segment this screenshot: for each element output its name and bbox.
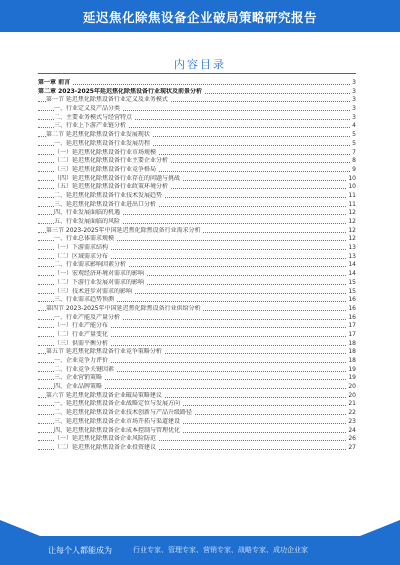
toc-entry[interactable] — [38, 140, 356, 149]
toc-entry[interactable] — [38, 192, 356, 201]
toc-entry-text: （三）供需平衡分析 — [54, 339, 109, 347]
toc-entry[interactable] — [38, 392, 356, 401]
toc-entry[interactable] — [38, 374, 356, 383]
toc-entry-text: 第四节 2023-2025年中国延迟焦化除焦设备行业供给分析 — [46, 304, 201, 312]
toc-entry-text: 一、延迟焦化除焦设备企业战略定位与发展方向 — [54, 400, 181, 408]
toc-entry-text: （二）延迟焦化除焦设备企业投资建议 — [54, 443, 157, 451]
toc-entry-text: 二、延迟焦化除焦设备企业技术创新与产品升级路径 — [54, 409, 193, 417]
toc-entry-text: （一）宏观经济环境对需求的影响 — [54, 270, 145, 278]
toc-entry-page: 10 — [348, 174, 356, 182]
toc-entry-page: 5 — [352, 131, 356, 139]
toc-entry-page: 24 — [348, 426, 356, 434]
toc-entry-page: 15 — [348, 287, 356, 295]
toc-entry[interactable] — [38, 288, 356, 297]
toc-entry[interactable] — [38, 427, 356, 436]
toc-entry-text: （一）下游需求结构 — [54, 244, 109, 252]
toc-entry-text: （二）延迟焦化除焦设备行业主要企业分析 — [54, 157, 169, 165]
toc-entry[interactable] — [38, 105, 356, 114]
table-of-contents — [38, 79, 356, 453]
toc-entry-text: 三、延迟焦化除焦设备企业市场开拓与渠道建设 — [54, 417, 181, 425]
toc-entry-text: 第二章 2023-2025年延迟焦化除焦设备行业现状及前景分析 — [38, 87, 202, 95]
toc-entry-text: （一）延迟焦化除焦设备企业风险防范 — [54, 435, 157, 443]
toc-entry-text: 三、延迟焦化除焦设备行业进出口分析 — [54, 200, 157, 208]
toc-entry[interactable] — [38, 435, 356, 444]
toc-entry[interactable] — [38, 157, 356, 166]
toc-entry-text: （一）延迟焦化除焦设备行业市场规模 — [54, 148, 157, 156]
toc-entry-page: 3 — [352, 96, 356, 104]
toc-entry[interactable] — [38, 79, 356, 88]
footer-corner-left — [0, 520, 40, 536]
toc-entry-text: 第一章 前言 — [38, 79, 71, 86]
toc-entry-page: 3 — [352, 87, 356, 95]
toc-entry-page: 16 — [348, 313, 356, 321]
toc-entry-page: 12 — [348, 218, 356, 225]
toc-entry[interactable] — [38, 261, 356, 270]
toc-entry-page: 21 — [348, 400, 356, 408]
toc-entry[interactable] — [38, 209, 356, 218]
toc-entry-page: 17 — [348, 330, 356, 338]
toc-entry-page: 16 — [348, 296, 356, 304]
toc-entry[interactable] — [38, 149, 356, 158]
toc-entry-page: 14 — [348, 270, 356, 278]
toc-entry-text: 一、企业竞争力评价 — [54, 357, 109, 364]
toc-entry-text: 二、延迟焦化除焦设备行业技术发展趋势 — [54, 191, 163, 199]
toc-entry[interactable] — [38, 253, 356, 262]
toc-entry-page: 3 — [352, 105, 356, 113]
toc-entry-text: （二）区域需求分布 — [54, 252, 109, 260]
toc-entry[interactable] — [38, 383, 356, 392]
toc-entry-page: 19 — [348, 374, 356, 382]
toc-entry-page: 22 — [348, 409, 356, 417]
toc-entry-page: 12 — [348, 209, 356, 217]
toc-entry-page: 8 — [352, 157, 356, 165]
toc-entry-text: 四、企业品牌策略 — [54, 383, 103, 391]
toc-entry-text: （四）延迟焦化除焦设备行业存在的问题与挑战 — [54, 174, 181, 182]
toc-entry-page: 10 — [348, 183, 356, 191]
toc-entry[interactable] — [38, 218, 356, 227]
toc-entry-page: 15 — [348, 278, 356, 286]
toc-entry-page: 14 — [348, 261, 356, 269]
toc-entry-text: （一）行业产能分布 — [54, 322, 109, 330]
toc-entry-text: 一、行业总体需求规模 — [54, 235, 115, 243]
toc-entry-page: 17 — [348, 322, 356, 330]
toc-entry[interactable] — [38, 400, 356, 409]
toc-entry-page: 18 — [348, 339, 356, 347]
toc-entry[interactable] — [38, 340, 356, 349]
toc-entry[interactable] — [38, 96, 356, 105]
toc-entry-page: 26 — [348, 435, 356, 443]
toc-entry[interactable] — [38, 409, 356, 418]
toc-entry[interactable] — [38, 366, 356, 375]
toc-entry-page: 18 — [348, 348, 356, 356]
toc-entry[interactable] — [38, 114, 356, 123]
toc-entry[interactable] — [38, 227, 356, 236]
toc-entry[interactable] — [38, 305, 356, 314]
toc-entry-text: 三、企业营销策略 — [54, 374, 103, 382]
toc-leader-dots — [38, 84, 356, 85]
toc-entry-text: 四、延迟焦化除焦设备企业成本控制与管理优化 — [54, 426, 181, 434]
toc-entry[interactable] — [38, 131, 356, 140]
toc-title: 内容目录 — [174, 58, 226, 71]
footer-banner — [0, 536, 400, 565]
toc-entry-page: 23 — [348, 417, 356, 425]
toc-entry-page: 3 — [352, 113, 356, 121]
toc-entry-page: 3 — [352, 79, 356, 86]
toc-entry[interactable] — [38, 348, 356, 357]
toc-entry-text: 第一节 延迟焦化除焦设备行业定义及业务模式 — [46, 96, 168, 104]
toc-entry-text: 二、行业需求影响因素分析 — [54, 261, 127, 269]
toc-entry[interactable] — [38, 314, 356, 323]
toc-entry-text: 第六节 延迟焦化除焦设备企业破局策略建议 — [46, 391, 162, 399]
toc-entry[interactable] — [38, 88, 356, 97]
toc-entry-text: （二）下游行业发展对需求的影响 — [54, 278, 145, 286]
toc-entry-text: 一、行业产能及产量分析 — [54, 313, 121, 321]
toc-entry-text: 二、行业竞争关键因素 — [54, 365, 115, 373]
toc-entry-page: 7 — [352, 148, 356, 156]
toc-entry-page: 13 — [348, 252, 356, 260]
toc-entry-text: 二、主要业务模式与经营特点 — [54, 113, 133, 121]
toc-entry-text: 四、行业发展面临的机遇 — [54, 209, 121, 217]
toc-entry-page: 11 — [348, 191, 356, 199]
toc-entry[interactable] — [38, 183, 356, 192]
toc-entry[interactable] — [38, 331, 356, 340]
toc-entry[interactable] — [38, 201, 356, 210]
toc-entry-text: 三、行业上下游产业链分析 — [54, 122, 127, 130]
toc-entry-text: 一、延迟焦化除焦设备行业发展历程 — [54, 139, 151, 147]
toc-entry-text: （二）行业产量变化 — [54, 330, 109, 338]
toc-entry[interactable] — [38, 235, 356, 244]
toc-entry-page: 11 — [348, 200, 356, 208]
report-title: 延迟焦化除焦设备企业破局策略研究报告 — [82, 10, 317, 25]
toc-entry-page: 9 — [352, 165, 356, 173]
toc-entry[interactable] — [38, 296, 356, 305]
toc-entry-text: 第五节 延迟焦化除焦设备行业竞争策略分析 — [46, 348, 162, 356]
toc-entry-page: 4 — [352, 122, 356, 130]
toc-entry[interactable] — [38, 279, 356, 288]
footer-tags: 行业专家、管理专家、营销专家、战略专家、成功企业家 — [133, 546, 308, 554]
toc-entry-page: 20 — [348, 391, 356, 399]
footer-corner-right — [360, 520, 400, 536]
toc-entry-page: 5 — [352, 139, 356, 147]
toc-entry-text: 五、行业发展面临的风险 — [54, 218, 121, 225]
toc-entry-page: 20 — [348, 383, 356, 391]
toc-entry[interactable] — [38, 322, 356, 331]
toc-entry-page: 19 — [348, 365, 356, 373]
toc-entry[interactable] — [38, 122, 356, 131]
toc-entry[interactable] — [38, 166, 356, 175]
toc-entry[interactable] — [38, 357, 356, 366]
toc-entry[interactable] — [38, 270, 356, 279]
toc-entry-text: （三）延迟焦化除焦设备行业竞争格局 — [54, 165, 157, 173]
toc-entry-page: 27 — [348, 443, 356, 451]
toc-entry-page: 12 — [348, 226, 356, 234]
toc-entry-text: （三）技术进步对需求的影响 — [54, 287, 133, 295]
toc-entry[interactable] — [38, 418, 356, 427]
toc-entry-page: 13 — [348, 244, 356, 252]
toc-entry[interactable] — [38, 444, 356, 453]
header-banner — [0, 0, 400, 32]
toc-entry-text: 一、行业定义及产品分类 — [54, 105, 121, 113]
toc-entry-text: 第二节 延迟焦化除焦设备行业发展现状 — [46, 131, 150, 139]
toc-entry-page: 16 — [348, 304, 356, 312]
toc-entry-page: 12 — [348, 235, 356, 243]
footer-slogan: 让每个人都能成为 — [48, 546, 112, 555]
toc-divider — [38, 73, 356, 74]
toc-entry-text: （五）延迟焦化除焦设备行业政策环境分析 — [54, 183, 169, 191]
toc-entry-page: 18 — [348, 357, 356, 364]
toc-entry-text: 三、行业需求趋势预测 — [54, 296, 115, 304]
toc-entry[interactable] — [38, 175, 356, 184]
toc-entry-text: 第三节 2023-2025年中国延迟焦化除焦设备行业需求分析 — [46, 226, 201, 234]
toc-entry[interactable] — [38, 244, 356, 253]
